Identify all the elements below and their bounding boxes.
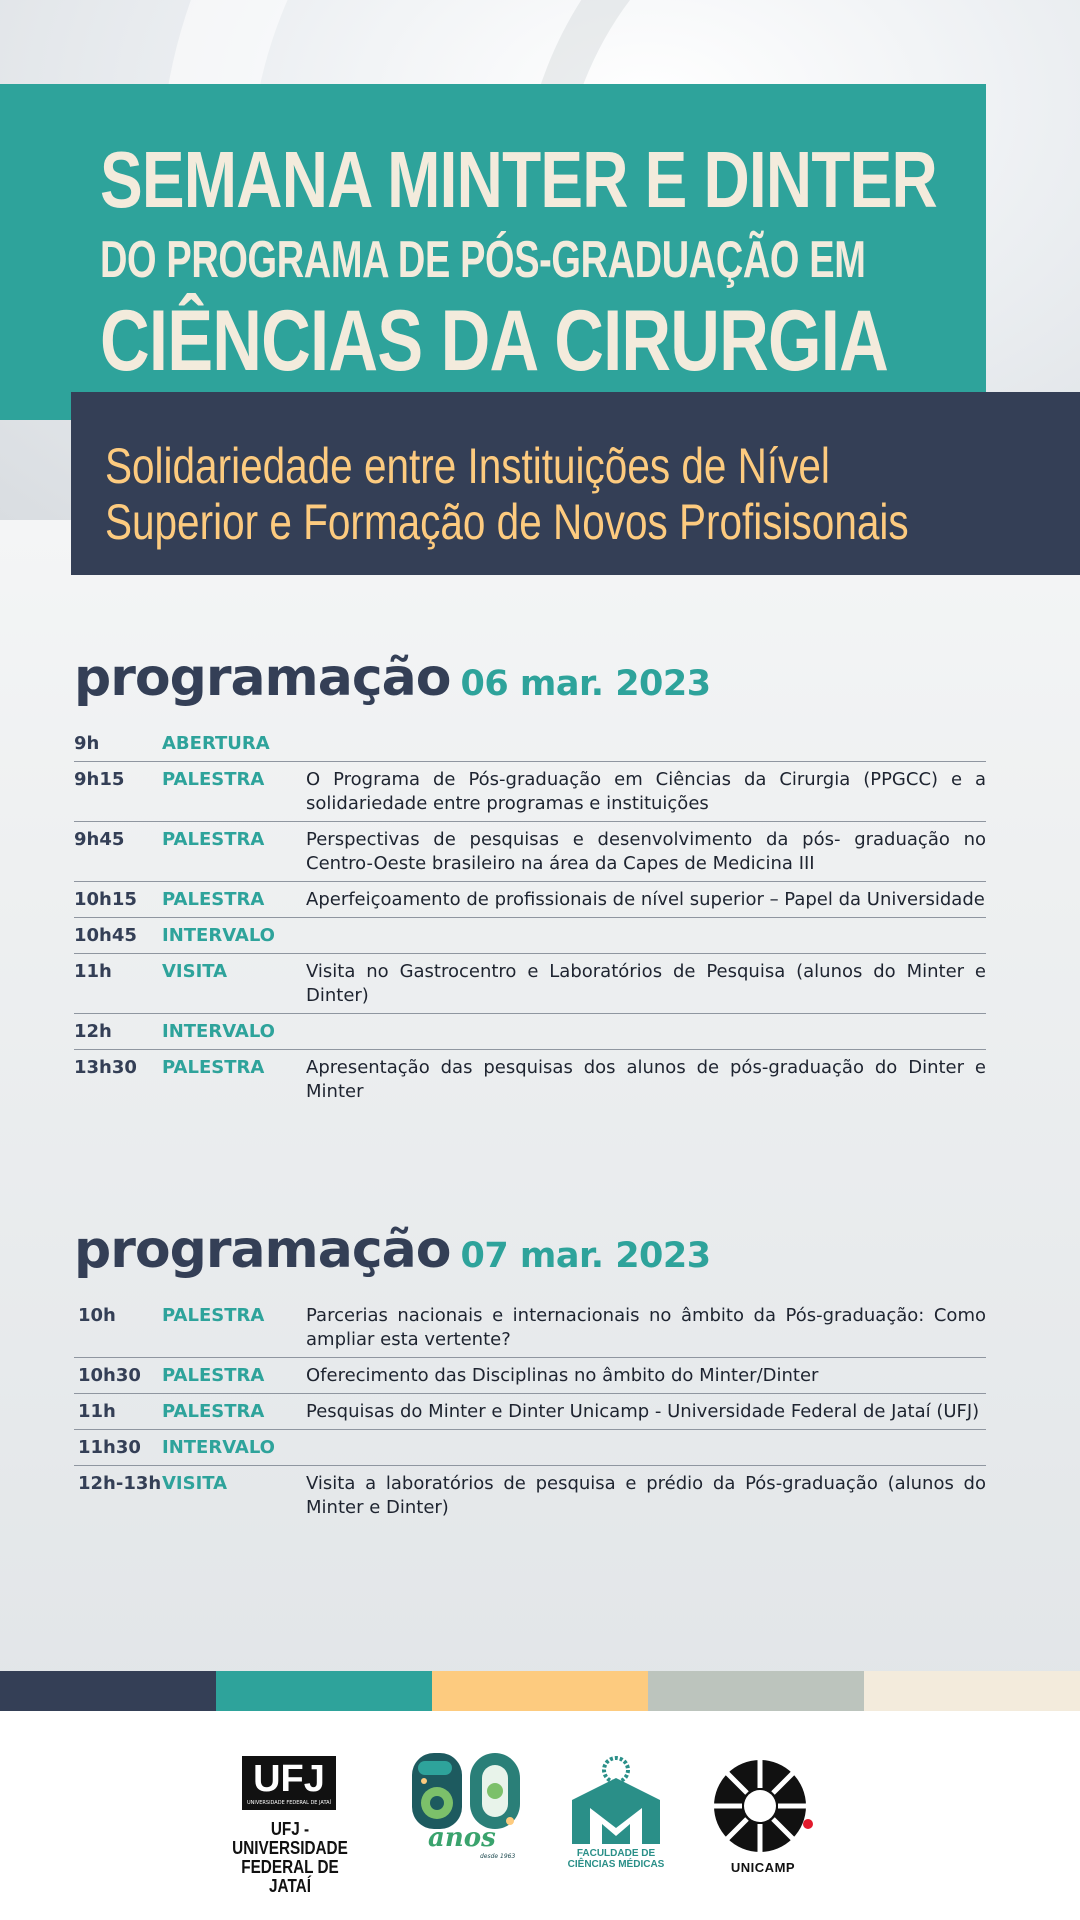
schedule-row <box>74 882 986 918</box>
title-line-2: DO PROGRAMA DE PÓS-GRADUAÇÃO EM <box>100 231 866 289</box>
schedule-row <box>74 1298 986 1358</box>
ufj-mark-caption: UNIVERSIDADE FEDERAL DE JATAÍ <box>246 1800 332 1806</box>
schedule-type: PALESTRA <box>162 829 265 850</box>
color-stripe-segment <box>216 1671 432 1711</box>
schedule-time: 10h15 <box>74 889 137 910</box>
schedule-description: Perspectivas de pesquisas e desenvolvimento da pós- graduação no Centro-Oeste brasileiro na área da Capes de Medicina III <box>306 829 986 874</box>
schedule-time: 10h45 <box>74 925 137 946</box>
schedule-time: 10h30 <box>78 1365 141 1386</box>
schedule-type: INTERVALO <box>162 925 275 946</box>
schedule-description: O Programa de Pós-graduação em Ciências da Cirurgia (PPGCC) e a solidariedade entre programas e instituições <box>306 769 986 814</box>
schedule-heading <box>74 1220 986 1298</box>
schedule-time: 11h30 <box>78 1437 141 1458</box>
color-stripe-segment <box>864 1671 1080 1711</box>
color-stripe <box>0 1671 1080 1711</box>
unicamp-name: UNICAMP <box>730 1860 796 1875</box>
schedule-table <box>74 1298 986 1525</box>
schedule-type: VISITA <box>162 1473 228 1494</box>
schedule-row <box>74 918 986 954</box>
schedule-time: 10h <box>78 1305 116 1326</box>
schedule-row <box>74 954 986 1014</box>
schedule-time: 9h15 <box>74 769 125 790</box>
fcm-logo <box>556 1756 676 1876</box>
schedule-description: Parcerias nacionais e internacionais no âmbito da Pós-graduação: Como ampliar esta vertente? <box>306 1305 986 1350</box>
schedule-day-2 <box>74 1220 986 1525</box>
schedule-type: PALESTRA <box>162 1401 265 1422</box>
schedule-type: INTERVALO <box>162 1437 275 1458</box>
fcm-emblem-icon <box>556 1756 676 1846</box>
schedule-row <box>74 1050 986 1109</box>
schedule-heading-label: programação <box>74 1220 451 1280</box>
schedule-type: PALESTRA <box>162 769 265 790</box>
schedule-row <box>74 1014 986 1050</box>
ufj-mark: UFJ <box>242 1756 336 1810</box>
color-stripe-segment <box>0 1671 216 1711</box>
fcm-name <box>556 1848 676 1870</box>
anniversary-word: anos <box>428 1823 496 1853</box>
fcm-name-line-2: CIÊNCIAS MÉDICAS <box>567 1859 665 1870</box>
schedule-description: Visita a laboratórios de pesquisa e prédio da Pós-graduação (alunos do Minter e Dinter) <box>306 1473 986 1518</box>
schedule-heading-label: programação <box>74 648 451 708</box>
schedule-date: 07 mar. 2023 <box>460 1236 711 1276</box>
schedule-date: 06 mar. 2023 <box>460 664 711 704</box>
schedule-time: 11h <box>74 961 112 982</box>
schedule-day-1 <box>74 648 986 1109</box>
unicamp-emblem-icon <box>708 1756 818 1856</box>
schedule-time: 13h30 <box>74 1057 137 1078</box>
schedule-table <box>74 726 986 1109</box>
color-stripe-segment <box>648 1671 864 1711</box>
schedule-description: Apresentação das pesquisas dos alunos de pós-graduação do Dinter e Minter <box>306 1057 986 1102</box>
subtitle-line-1: Solidariedade entre Instituições de Nível <box>105 438 830 494</box>
schedule-type: PALESTRA <box>162 1305 265 1326</box>
schedule-type: PALESTRA <box>162 1365 265 1386</box>
subtitle-line-2: Superior e Formação de Novos Profisisonais <box>105 494 909 550</box>
ufj-name-line-2: FEDERAL DE JATAÍ <box>241 1857 339 1896</box>
anniversary-logo <box>410 1751 525 1866</box>
schedule-description: Visita no Gastrocentro e Laboratórios de Pesquisa (alunos do Minter e Dinter) <box>306 961 986 1006</box>
schedule-time: 9h45 <box>74 829 125 850</box>
schedule-row <box>74 726 986 762</box>
schedule-type: VISITA <box>162 961 228 982</box>
title-line-3: CIÊNCIAS DA CIRURGIA <box>100 293 888 389</box>
schedule-type: INTERVALO <box>162 1021 275 1042</box>
schedule-type: PALESTRA <box>162 889 265 910</box>
schedule-time: 12h-13h <box>78 1473 162 1494</box>
event-title <box>100 135 950 389</box>
fcm-name-line-1: FACULDADE DE <box>576 1848 656 1859</box>
schedule-description: Oferecimento das Disciplinas no âmbito do Minter/Dinter <box>306 1365 819 1386</box>
schedule-row <box>74 762 986 822</box>
schedule-row <box>74 1394 986 1430</box>
schedule-type: PALESTRA <box>162 1057 265 1078</box>
schedule-time: 9h <box>74 733 100 754</box>
anniversary-since: desde 1963 <box>480 1853 516 1860</box>
color-stripe-segment <box>432 1671 648 1711</box>
ufj-name <box>222 1820 358 1896</box>
schedule-type: ABERTURA <box>162 733 270 754</box>
event-subtitle <box>105 438 909 550</box>
schedule-heading <box>74 648 986 726</box>
subtitle-banner <box>71 392 1080 575</box>
schedule-description: Pesquisas do Minter e Dinter Unicamp - Universidade Federal de Jataí (UFJ) <box>306 1401 980 1422</box>
schedule-row <box>74 1466 986 1525</box>
schedule-row <box>74 1358 986 1394</box>
schedule-time: 11h <box>78 1401 116 1422</box>
unicamp-logo <box>708 1756 818 1881</box>
title-line-1: SEMANA MINTER E DINTER <box>100 135 937 224</box>
schedule-row <box>74 822 986 882</box>
schedule-description: Aperfeiçoamento de profissionais de nível superior – Papel da Universidade <box>306 889 985 910</box>
sponsor-footer <box>0 1711 1080 1920</box>
schedule-row <box>74 1430 986 1466</box>
ufj-logo <box>210 1756 370 1896</box>
schedule-time: 12h <box>74 1021 112 1042</box>
ufj-name-line-1: UFJ - UNIVERSIDADE <box>232 1819 348 1858</box>
